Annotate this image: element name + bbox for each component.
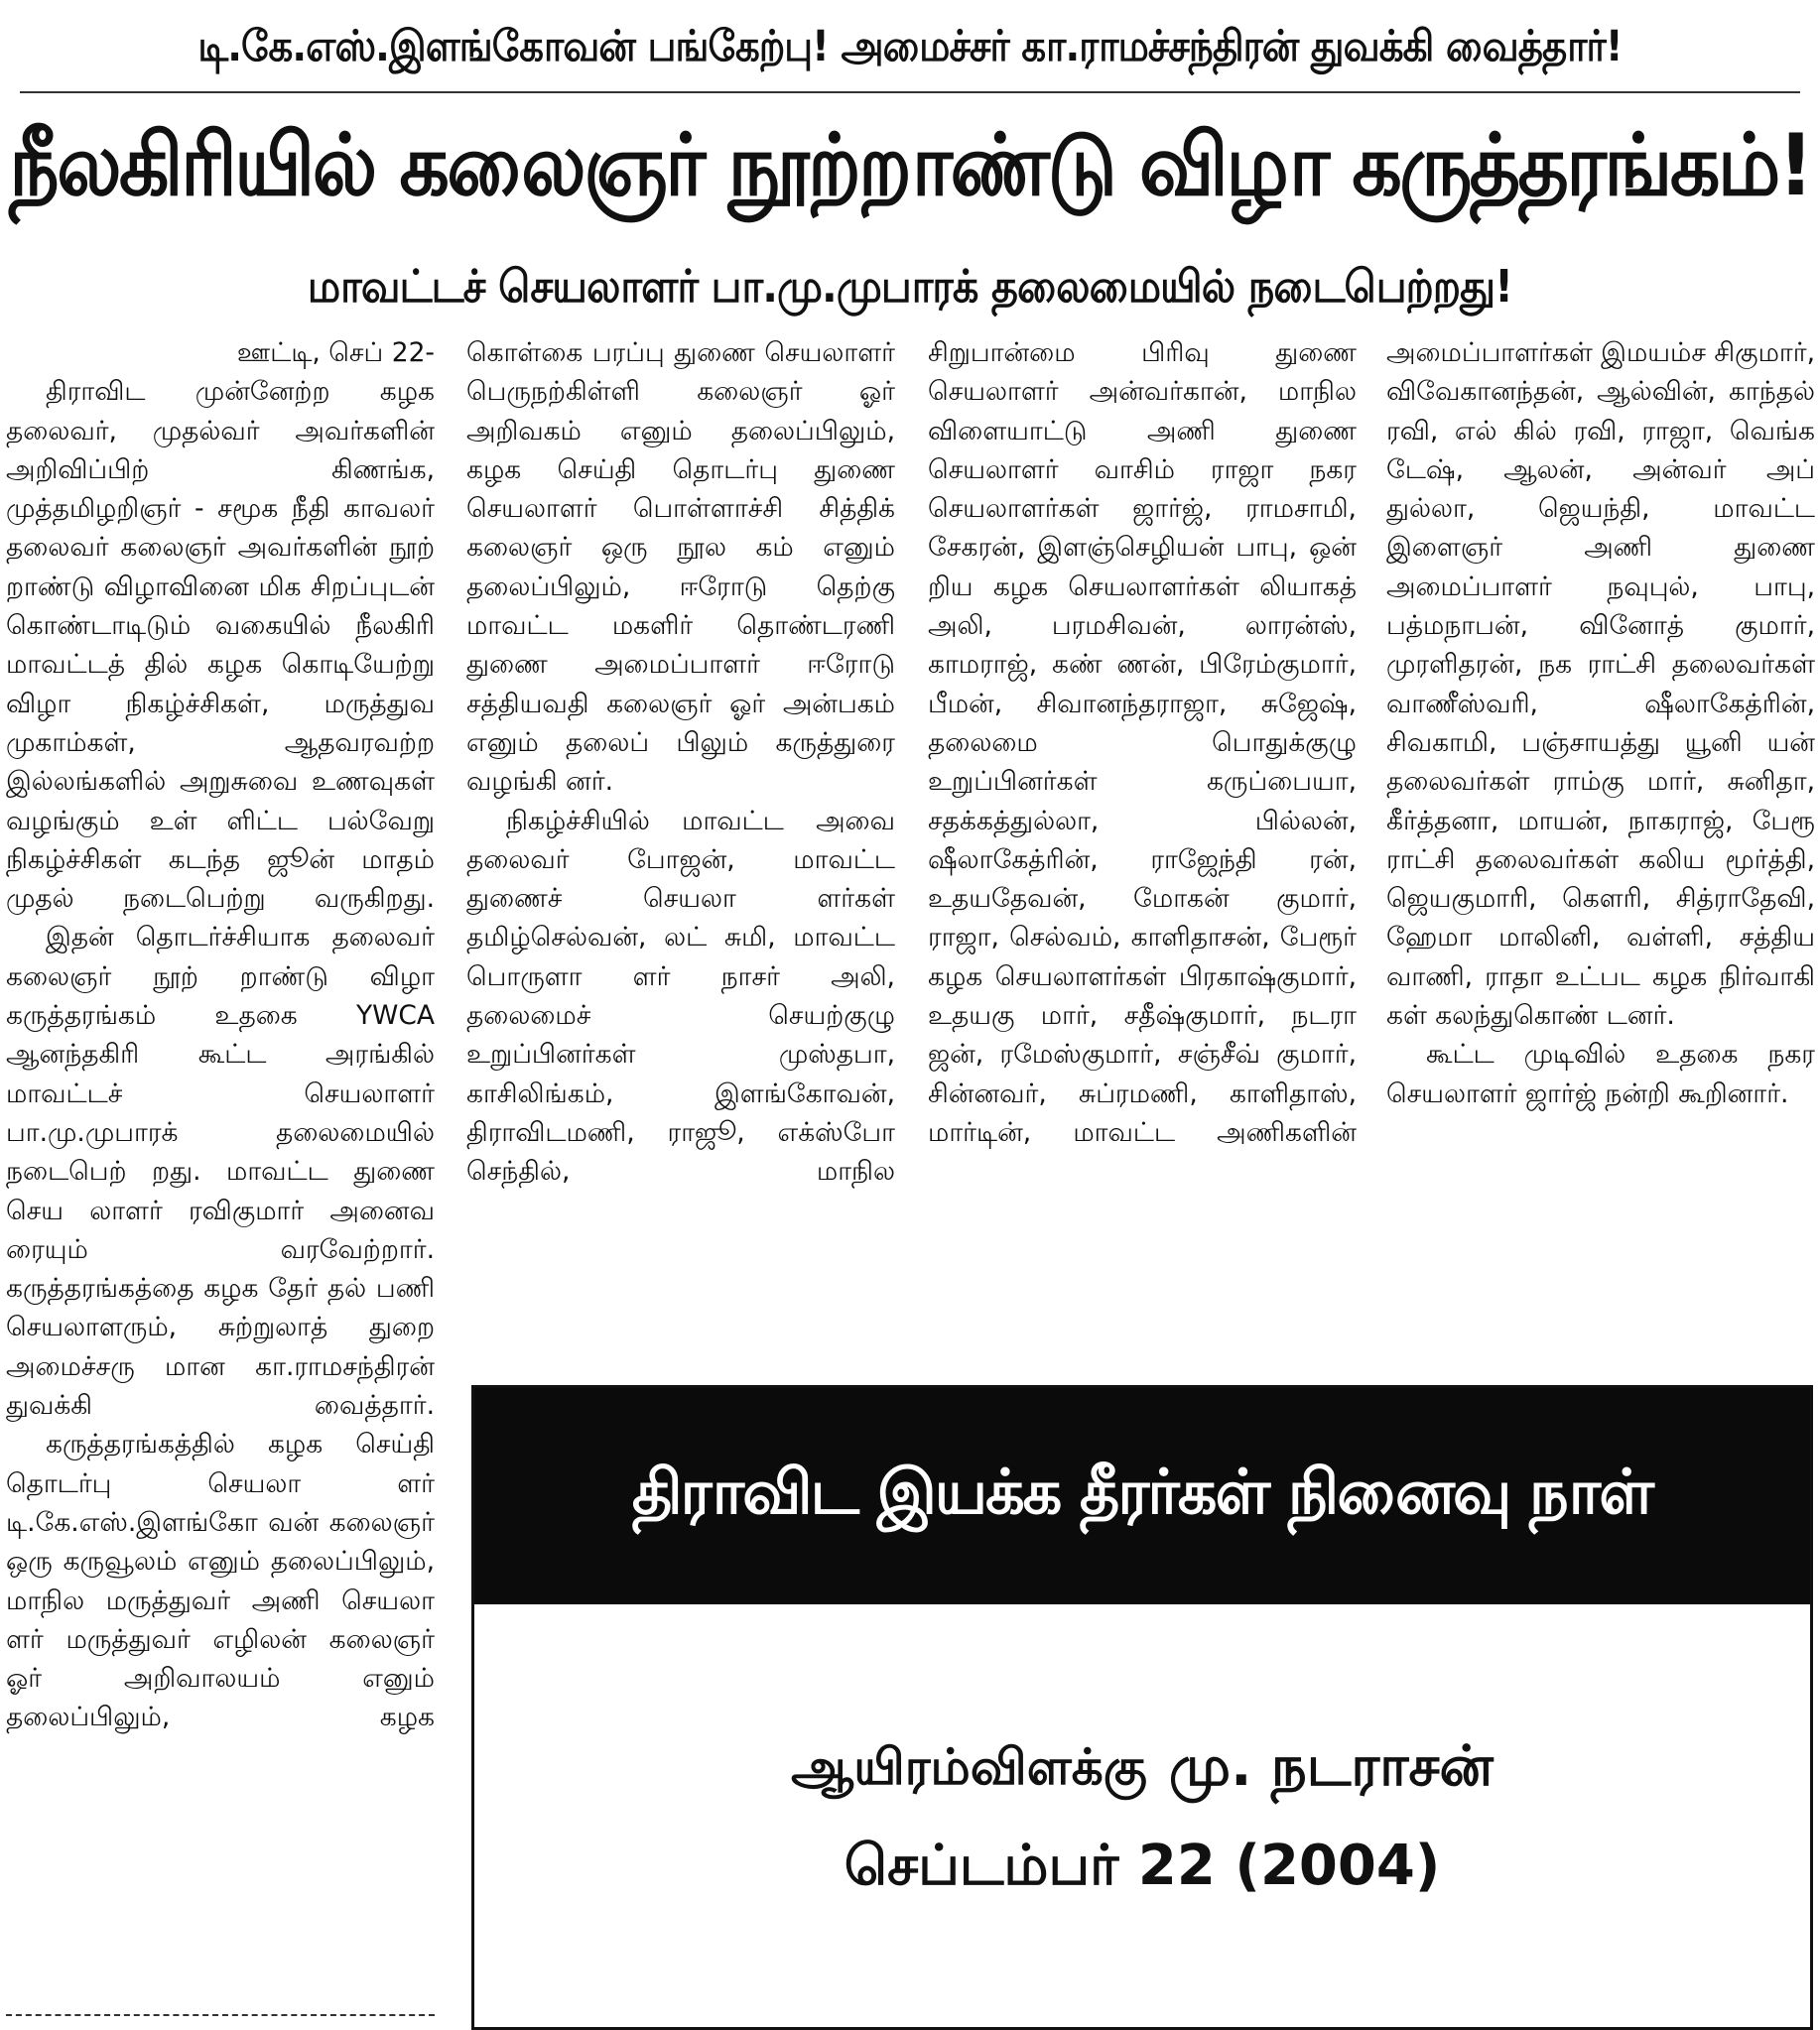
- kicker-headline: டி.கே.எஸ்.இளங்கோவன் பங்கேற்பு! அமைச்சர் கா.ராமச்சந்திரன் துவக்கி வைத்தார்!: [197, 21, 1623, 71]
- article-paragraph: இதன் தொடர்ச்சியாக தலைவர் கலைஞர் நூற் றாண்டு விழா கருத்தரங்கம் உதகை YWCA ஆனந்தகிரி கூட்ட அரங்கில் மாவட்டச் செயலாளர் பா.மு.முபாரக் தலைமையில் நடைபெற் றது. மாவட்ட துணை செய லாளர் ரவிகுமார் அனைவ ரையும் வரவேற்றார். கருத்தரங்கத்தை கழக தேர் தல் பணி செயலாளரும், சுற்றுலாத் துறை அமைச்சரு மான கா.ராமசந்திரன் துவக்கி வைத்தார்.: [6, 922, 435, 1422]
- memorial-notice-box: [471, 1385, 1813, 2030]
- dateline: ஊட்டி, செப் 22-: [236, 337, 435, 368]
- article-paragraph: கூட்ட முடிவில் உதகை நகர செயலாளர் ஜார்ஜ் நன்றி கூறினார்.: [1386, 1039, 1815, 1109]
- article-column-1: [6, 333, 435, 1990]
- article-paragraph: அமைப்பாளர்கள் இமயம்ச சிகுமார், விவேகானந்தன், ஆல்வின், காந்தல் ரவி, எல் கில் ரவி, ராஜா, வெங்க டேஷ், ஆலன், அன்வர் அப் துல்லா, ஜெயந்தி, மாவட்ட இளைஞர் அணி துணை அமைப்பாளர் நவுபுல், பாபு, பத்மநாபன், வினோத் குமார், முரளிதரன், நக ராட்சி தலைவர்கள் வாணீஸ்வரி, ஷீலாகேத்ரின், சிவகாமி, பஞ்சாயத்து யூனி யன் தலைவர்கள் ராம்கு மார், சுனிதா, கீர்த்தனா, மாயன், நாகராஜ், பேரூ ராட்சி தலைவர்கள் கலிய மூர்த்தி, ஜெயகுமாரி, கௌரி, சித்ராதேவி, ஹேமா மாலினி, வள்ளி, சத்திய வாணி, ராதா உட்பட கழக நிர்வாகி கள் கலந்துகொண் டனர்.: [1386, 337, 1815, 1032]
- article-paragraph: கொள்கை பரப்பு துணை செயலாளர் பெருநற்கிள்ளி கலைஞர் ஓர் அறிவகம் எனும் தலைப்பிலும், கழக செய்தி தொடர்பு துணை செயலாளர் பொள்ளாச்சி சித்திக் கலைஞர் ஒரு நூல கம் எனும் தலைப்பிலும், ஈரோடு தெற்கு மாவட்ட மகளிர் தொண்டரணி துணை அமைப்பாளர் ஈரோடு சத்தியவதி கலைஞர் ஓர் அன்பகம் எனும் தலைப் பிலும் கருத்துரை வழங்கி னர்.: [466, 337, 895, 798]
- notice-title: திராவிட இயக்க தீரர்கள் நினைவு நாள்: [474, 1388, 1810, 1604]
- article-column-2: [466, 333, 895, 1371]
- article-paragraph: கருத்தரங்கத்தில் கழக செய்தி தொடர்பு செயலா ளர் டி.கே.எஸ்.இளங்கோ வன் கலைஞர் ஒரு கருவூலம் எனும் தலைப்பிலும், மாநில மருத்துவர் அணி செயலா ளர் மருத்துவர் எழிலன் கலைஞர் ஓர் அறிவாலயம் எனும் தலைப்பிலும், கழக: [6, 1429, 435, 1733]
- article-paragraph: திராவிட முன்னேற்ற கழக தலைவர், முதல்வர் அவர்களின் அறிவிப்பிற் கிணங்க, முத்தமிழறிஞர் - சமூக நீதி காவலர் தலைவர் கலைஞர் அவர்களின் நூற் றாண்டு விழாவினை மிக சிறப்புடன் கொண்டாடிடும் வகையில் நீலகிரி மாவட்டத் தில் கழக கொடியேற்று விழா நிகழ்ச்சிகள், மருத்துவ முகாம்கள், ஆதவரவற்ற இல்லங்களில் அறுசுவை உணவுகள் வழங்கும் உள் ளிட்ட பல்வேறு நிகழ்ச்சிகள் கடந்த ஜூன் மாதம் முதல் நடைபெற்று வருகிறது.: [6, 376, 435, 915]
- article-paragraph: நிகழ்ச்சியில் மாவட்ட அவை தலைவர் போஜன், மாவட்ட துணைச் செயலா ளர்கள் தமிழ்செல்வன், லட் சுமி, மாவட்ட பொருளா ளர் நாசர் அலி, தலைமைச் செயற்குழு உறுப்பினர்கள் முஸ்தபா, காசிலிங்கம், இளங்கோவன், திராவிடமணி, ராஜூ, எக்ஸ்போ செந்தில், மாநில: [466, 805, 895, 1188]
- article-column-4: [1386, 333, 1815, 1371]
- main-headline: நீலகிரியில் கலைஞர் நூற்றாண்டு விழா கருத்தரங்கம்!: [9, 116, 1811, 215]
- notice-date: செப்டம்பர் 22 (2004): [844, 1834, 1441, 1898]
- article-column-3: [928, 333, 1357, 1371]
- notice-person: [474, 1725, 1810, 1815]
- article-paragraph: சிறுபான்மை பிரிவு துணை செயலாளர் அன்வர்கான், மாநில விளையாட்டு அணி துணை செயலாளர் வாசிம் ராஜா நகர செயலாளர்கள் ஜார்ஜ், ராமசாமி, சேகரன், இளஞ்செழியன் பாபு, ஒன் றிய கழக செயலாளர்கள் லியாகத் அலி, பரமசிவன், லாரன்ஸ், காமராஜ், கண் ணன், பிரேம்குமார், பீமன், சிவானந்தராஜா, சுஜேஷ், தலைமை பொதுக்குழு உறுப்பினர்கள் கருப்பையா, சதக்கத்துல்லா, பில்லன், ஷீலாகேத்ரின், ராஜேந்தி ரன், உதயதேவன், மோகன் குமார், ராஜா, செல்வம், காளிதாசன், பேரூர் கழக செயலாளர்கள் பிரகாஷ்குமார், உதயகு மார், சதீஷ்குமார், நடரா ஜன், ரமேஸ்குமார், சஞ்சீவ் குமார், சின்னவர், சுப்ரமணி, காளிதாஸ், மார்டின், மாவட்ட அணிகளின்: [928, 337, 1357, 1148]
- kicker-rule: [20, 91, 1800, 93]
- notice-name: மு. நடராசன்: [1168, 1734, 1494, 1799]
- column-end-dashed-rule: [6, 2014, 435, 2016]
- notice-name-prefix: ஆயிரம்விளக்கு: [791, 1737, 1147, 1796]
- subheadline: மாவட்டச் செயலாளர் பா.மு.முபாரக் தலைமையில் நடைபெற்றது!: [307, 259, 1513, 313]
